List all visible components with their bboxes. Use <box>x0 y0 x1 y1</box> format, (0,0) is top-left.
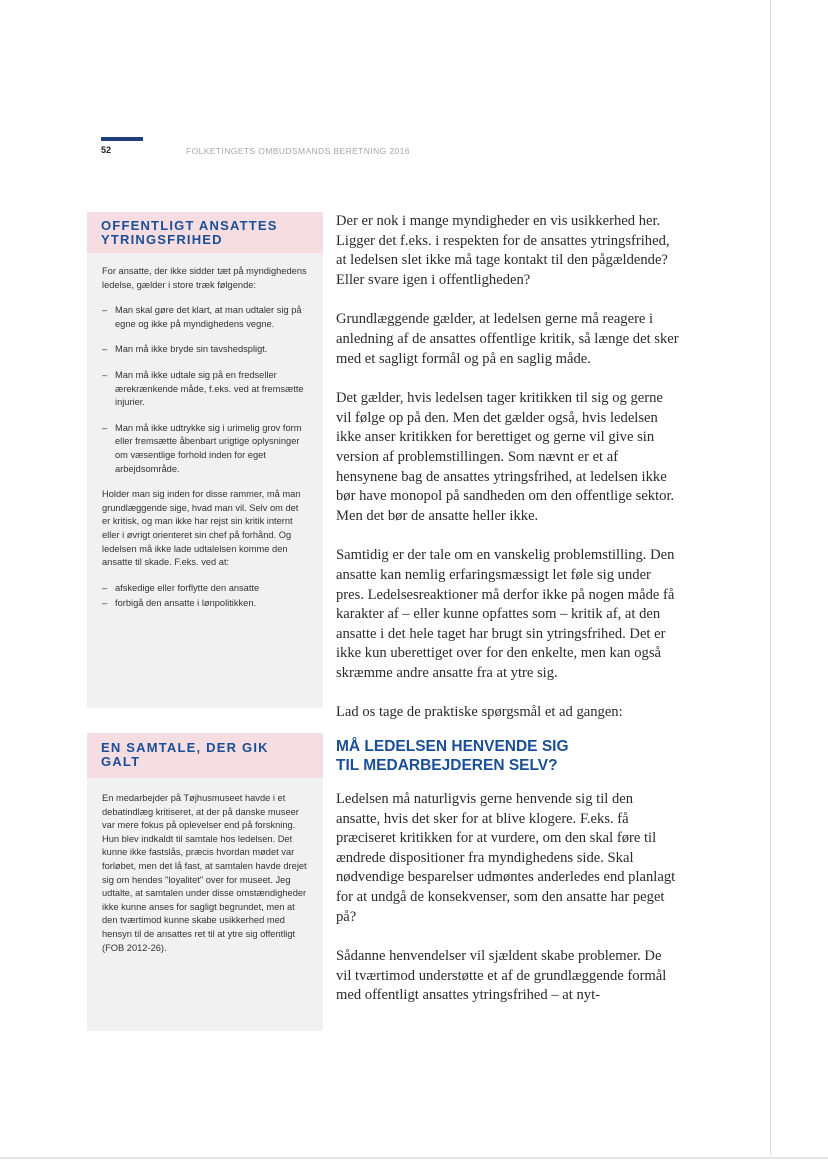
page-edge-line <box>770 0 771 1155</box>
sidebar-heading <box>87 733 323 778</box>
sidebar-box-freedom-of-speech <box>87 212 323 708</box>
body-paragraph: Samtidig er der tale om en vanskelig problemstilling. Den ansatte kan nemlig erfaringsmæssigt let føle sig under pres. Ledelsesreaktioner må derfor ikke på nogen måde få karakter af – eller kunne opfattes som – kritik af, at den ansatte i det hele taget har brugt sin ytringsfrihed. Det er ikke kun uberettiget over for den enkelte, men kan også skræmme andre ansatte fra at ytre sig. <box>336 547 675 681</box>
section-heading <box>336 737 680 775</box>
sidebar-heading-line-2: YTRINGSFRIHED <box>101 232 223 247</box>
rules-list <box>102 304 307 476</box>
main-text-column <box>336 212 680 1004</box>
body-paragraph: Der er nok i mange myndigheder en vis usikkerhed her. Ligger det f.eks. i respekten for de ansattes ytringsfrihed, at ledelsen slet ikke må tage kontakt til den pågældende? Eller svare igen i offentligheden? <box>336 213 670 288</box>
sidebar-body <box>87 253 323 623</box>
sidebar-heading-line-1: EN SAMTALE, DER GIK GALT <box>101 740 269 769</box>
case-description: En medarbejder på Tøjhusmuseet havde i et debatindlæg kritiseret, at der på danske museer var mere fokus på oplevelser end på forskning. Hun blev indkaldt til samtale hos ledelsen. Det kunne ikke fastslås, præcis hvordan mødet var forløbet, men det lå fast, at samtalen havde drejet sig om hendes "loyalitet" over for museet. Jeg udtalte, at samtalen under disse omstændigheder ikke kunne anses for sagligt begrundet, men at den tværtimod kunne skabe usikkerhed med hensyn til de ansattes ret til at ytre sig offentligt (FOB 2012-26). <box>102 793 307 953</box>
section-heading-line-2: TIL MEDARBEJDEREN SELV? <box>336 757 558 774</box>
consequence-item: – forbigå den ansatte i lønpolitikken. <box>102 597 307 611</box>
sidebar-heading <box>87 212 323 253</box>
header-accent-rule <box>101 137 143 141</box>
section-heading-line-1: MÅ LEDELSEN HENVENDE SIG <box>336 738 569 755</box>
rule-item: – Man må ikke udtrykke sig i urimelig grov form eller fremsætte åbenbart urigtige oplysninger om væsentlige forhold inden for eget arbejdsområde. <box>102 422 307 476</box>
body-paragraph: Sådanne henvendelser vil sjældent skabe problemer. De vil tværtimod understøtte et af de grundlæggende formål med offentligt ansattes ytringsfrihed – at nyt- <box>336 948 667 1004</box>
consequences-list <box>102 582 307 611</box>
consequence-item: – afskedige eller forflytte den ansatte <box>102 582 307 596</box>
section-body <box>336 790 680 1026</box>
sidebar-body <box>87 778 323 977</box>
body-paragraph: Lad os tage de praktiske spørgsmål et ad gangen: <box>336 704 623 721</box>
sidebar-closing: Holder man sig inden for disse rammer, må man grundlæggende sige, hvad man vil. Selv om det er kritisk, og man ikke har rejst sin kritik internt eller i øvrigt orienteret sin chef på forhånd. Og ledelsen må ikke lade udtalelsen komme den ansatte til skade. F.eks. ved at: <box>102 489 301 568</box>
body-paragraph: Ledelsen må naturligvis gerne henvende sig til den ansatte, hvis det sker for at blive klogere. F.eks. få præciseret kritikken for at vurdere, om den skal føre til ændrede dispositioner fra myndighedens side. Skal nødvendige besparelser udmøntes anderledes end planlagt for at undgå de konsekvenser, som den ansatte har peget på? <box>336 791 676 925</box>
body-paragraph: Det gælder, hvis ledelsen tager kritikken til sig og gerne vil følge op på den. Men det gælder også, hvis ledelsen ikke anser kritikken for berettiget og gerne vil give sin version af problemstillingen. Som nævnt er et af hensynene bag de ansattes ytringsfrihed, at ledelsen ikke bør have monopol på sandheden om den offentlige sektor. Men det bør de ansatte heller ikke. <box>336 390 675 524</box>
sidebar-intro: For ansatte, der ikke sidder tæt på myndighedens ledelse, gælder i store træk følgende: <box>102 266 307 290</box>
sidebar-box-case <box>87 733 323 1031</box>
rule-item: – Man skal gøre det klart, at man udtaler sig på egne og ikke på myndighedens vegne. <box>102 304 307 331</box>
sidebar-heading-line-1: OFFENTLIGT ANSATTES <box>101 218 278 233</box>
body-paragraph: Grundlæggende gælder, at ledelsen gerne må reagere i anledning af de ansattes offentlige kritik, så længe det sker med et sagligt formål og på en saglig måde. <box>336 311 679 367</box>
scan-bottom-edge <box>0 1157 828 1159</box>
running-title: FOLKETINGETS OMBUDSMANDS BERETNING 2016 <box>186 146 410 156</box>
page-number: 52 <box>101 145 112 155</box>
rule-item: – Man må ikke bryde sin tavshedspligt. <box>102 343 307 357</box>
rule-item: – Man må ikke udtale sig på en fredseller ærekrænkende måde, f.eks. ved at fremsætte injurier. <box>102 369 307 410</box>
